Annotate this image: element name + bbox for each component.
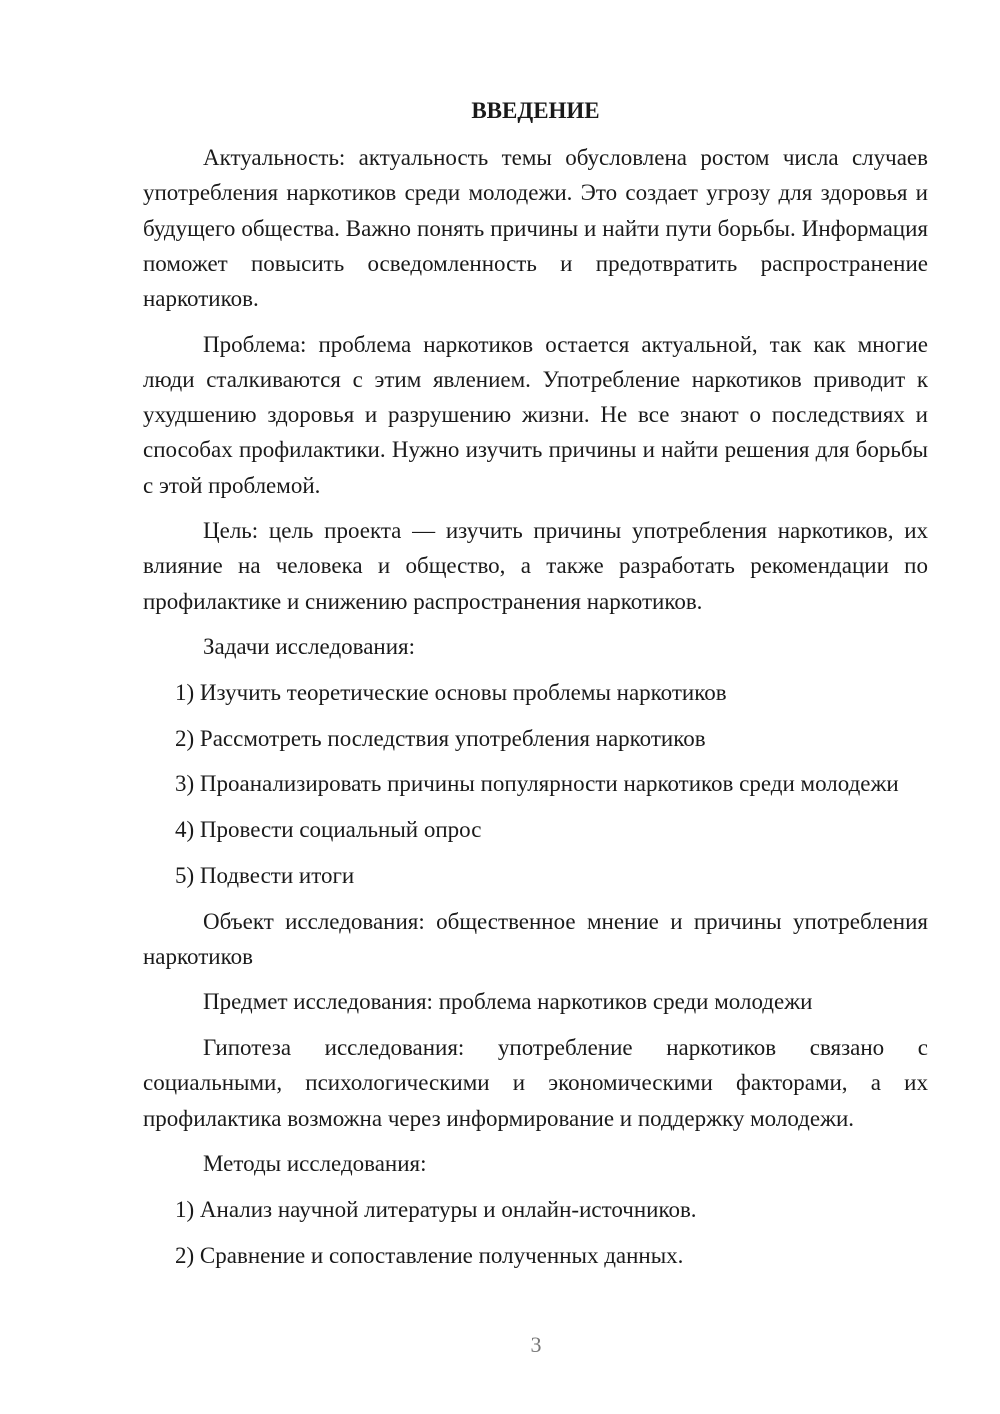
task-item: 5) Подвести итоги bbox=[175, 862, 355, 888]
method-item: 2) Сравнение и сопоставление полученных данных. bbox=[175, 1242, 684, 1268]
method-item: 1) Анализ научной литературы и онлайн-источников. bbox=[175, 1196, 697, 1222]
task-item: 4) Провести социальный опрос bbox=[175, 817, 482, 843]
hypothesis-paragraph: Гипотеза исследования: употребление наркотиков связано с социальными, психологическими и экономическими факторами, а их профилактика возможна через информирование и поддержку молодежи. bbox=[143, 1035, 928, 1131]
task-item: 1) Изучить теоретические основы проблемы наркотиков bbox=[175, 680, 727, 706]
methods-heading: Методы исследования: bbox=[203, 1151, 427, 1177]
goal-paragraph: Цель: цель проекта — изучить причины употребления наркотиков, их влияние на человека и общество, а также разработать рекомендации по профилактике и снижению распространения наркотиков. bbox=[143, 518, 928, 614]
page-number: 3 bbox=[530, 1332, 542, 1357]
object-paragraph: Объект исследования: общественное мнение и причины употребления наркотиков bbox=[143, 908, 928, 969]
subject-paragraph: Предмет исследования: проблема наркотиков среди молодежи bbox=[203, 989, 813, 1015]
task-item: 2) Рассмотреть последствия употребления наркотиков bbox=[175, 725, 706, 751]
task-item: 3) Проанализировать причины популярности наркотиков среди молодежи bbox=[175, 771, 899, 797]
relevance-paragraph: Актуальность: актуальность темы обусловлена ростом числа случаев употребления наркотиков среди молодежи. Это создает угрозу для здоровья и будущего общества. Важно понять причины и найти пути борьбы. Информация поможет повысить осведомленность и предотвратить распространение наркотиков. bbox=[143, 145, 928, 312]
page-title: ВВЕДЕНИЕ bbox=[471, 98, 600, 123]
page-content bbox=[143, 93, 928, 1283]
problem-paragraph: Проблема: проблема наркотиков остается актуальной, так как многие люди сталкиваются с этим явлением. Употребление наркотиков приводит к ухудшению здоровья и разрушению жизни. Не все знают о последствиях и способах профилактики. Нужно изучить причины и найти решения для борьбы с этой проблемой. bbox=[143, 331, 928, 498]
tasks-heading: Задачи исследования: bbox=[203, 634, 416, 660]
